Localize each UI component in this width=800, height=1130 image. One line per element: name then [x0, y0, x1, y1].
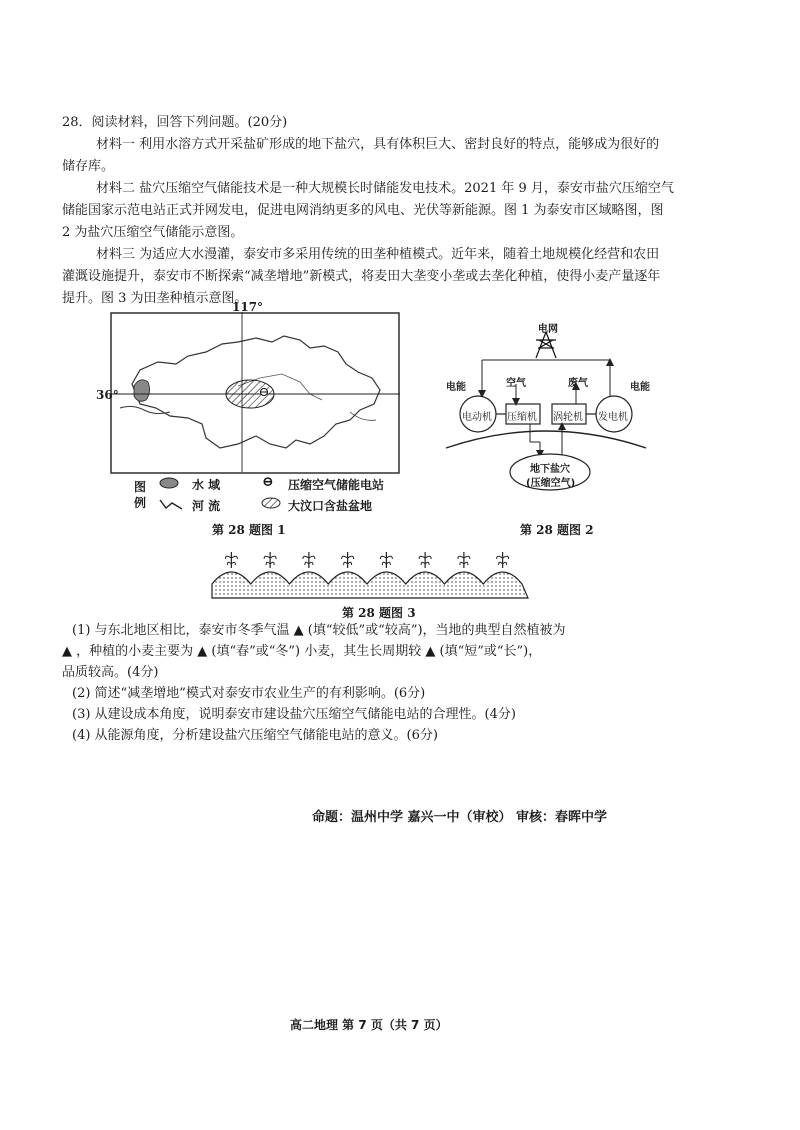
material-1-line-1: 材料一 利用水溶方式开采盐矿形成的地下盐穴，具有体积巨大、密封良好的特点，能够成为很好的	[96, 137, 660, 152]
exhaust-label: 废气	[568, 378, 588, 389]
material-1-line-2: 储存库。	[62, 159, 115, 174]
wheat-plant-icon	[264, 552, 276, 568]
material-2-line-3: 2 为盐穴压缩空气储能示意图。	[62, 225, 244, 240]
material-3-line-3: 提升。图 3 为田垄种植示意图。	[62, 291, 248, 306]
compressor-label: 压缩机	[507, 412, 537, 423]
page-footer: 高二地理 第 7 页（共 7 页）	[290, 1018, 448, 1032]
question-3: (3) 从建设成本角度，说明泰安市建设盐穴压缩空气储能电站的合理性。(4分)	[72, 707, 516, 722]
legend-salt-label: 大汶口含盐盆地	[288, 499, 373, 513]
material-3-line-2: 灌溉设施提升，泰安市不断探索“减垄增地”新模式，将麦田大垄变小垄或去垄化种植，使得小麦产量逐年	[62, 269, 661, 284]
legend-title-1: 图	[134, 480, 147, 494]
wheat-plant-icon	[303, 552, 315, 568]
latitude-label: 36°	[96, 388, 119, 402]
wheat-plant-icon	[380, 552, 392, 568]
material-3-line-1: 材料三 为适应大水漫灌，泰安市多采用传统的田垄种植模式。近年来，随着土地规模化经营和农田	[96, 247, 660, 262]
longitude-label: 117°	[232, 300, 264, 314]
wheat-plant-icon	[225, 552, 237, 568]
cavern-label-1: 地下盐穴	[530, 464, 570, 475]
question-2: (2) 简述“减垄增地”模式对泰安市农业生产的有利影响。(6分)	[72, 686, 426, 701]
region-map	[110, 312, 400, 474]
question-1-line-1: (1) 与东北地区相比，泰安市冬季气温 ▲ (填“较低”或“较高”)，当地的典型自然植被为	[72, 623, 566, 638]
generator-label: 发电机	[598, 412, 628, 423]
river-legend-icon	[158, 497, 184, 511]
wheat-plant-icon	[419, 552, 431, 568]
question-1-line-3: 品质较高。(4分)	[62, 665, 159, 680]
power-left-label: 电能	[446, 382, 466, 393]
question-header: 28．阅读材料，回答下列问题。(20分)	[62, 115, 288, 130]
air-label: 空气	[506, 378, 526, 389]
figure-1-caption: 第 28 题图 1	[212, 523, 286, 537]
ridge-planting-diagram	[210, 544, 530, 600]
credits: 命题：温州中学 嘉兴一中（审校） 审核：春晖中学	[312, 810, 608, 825]
question-4: (4) 从能源角度，分析建设盐穴压缩空气储能电站的意义。(6分)	[72, 728, 438, 743]
figure-2-caption: 第 28 题图 2	[520, 523, 594, 537]
motor-label: 电动机	[462, 412, 492, 423]
legend-title-2: 例	[134, 496, 147, 510]
grid-label: 电网	[538, 324, 558, 335]
material-2-line-1: 材料二 盐穴压缩空气储能技术是一种大规模长时储能发电技术。2021 年 9 月，泰安市盐穴压缩空气	[96, 181, 674, 196]
cavern-label-2: (压缩空气)	[526, 478, 576, 489]
legend-station-label: 压缩空气储能电站	[288, 478, 385, 492]
legend-river-label: 河 流	[192, 499, 221, 513]
wheat-plant-icon	[458, 552, 470, 568]
question-1-line-2: ▲ ，种植的小麦主要为 ▲ (填“春”或“冬”) 小麦，其生长周期较 ▲ (填“短”或“长”)，	[62, 644, 542, 659]
water-legend-icon	[158, 476, 180, 490]
power-tower-icon	[536, 332, 556, 358]
turbine-label: 涡轮机	[553, 412, 583, 423]
legend-water-label: 水 域	[192, 478, 221, 492]
salt-basin-legend-icon	[260, 496, 282, 510]
figure-3-caption: 第 28 题图 3	[342, 606, 416, 620]
wheat-plant-icon	[342, 552, 354, 568]
wheat-plant-icon	[497, 552, 509, 568]
station-legend-icon: ⊖	[262, 474, 274, 490]
material-2-line-2: 储能国家示范电站正式并网发电，促进电网消纳更多的风电、光伏等新能源。图 1 为泰安市区域略图，图	[62, 203, 664, 218]
power-right-label: 电能	[630, 382, 650, 393]
